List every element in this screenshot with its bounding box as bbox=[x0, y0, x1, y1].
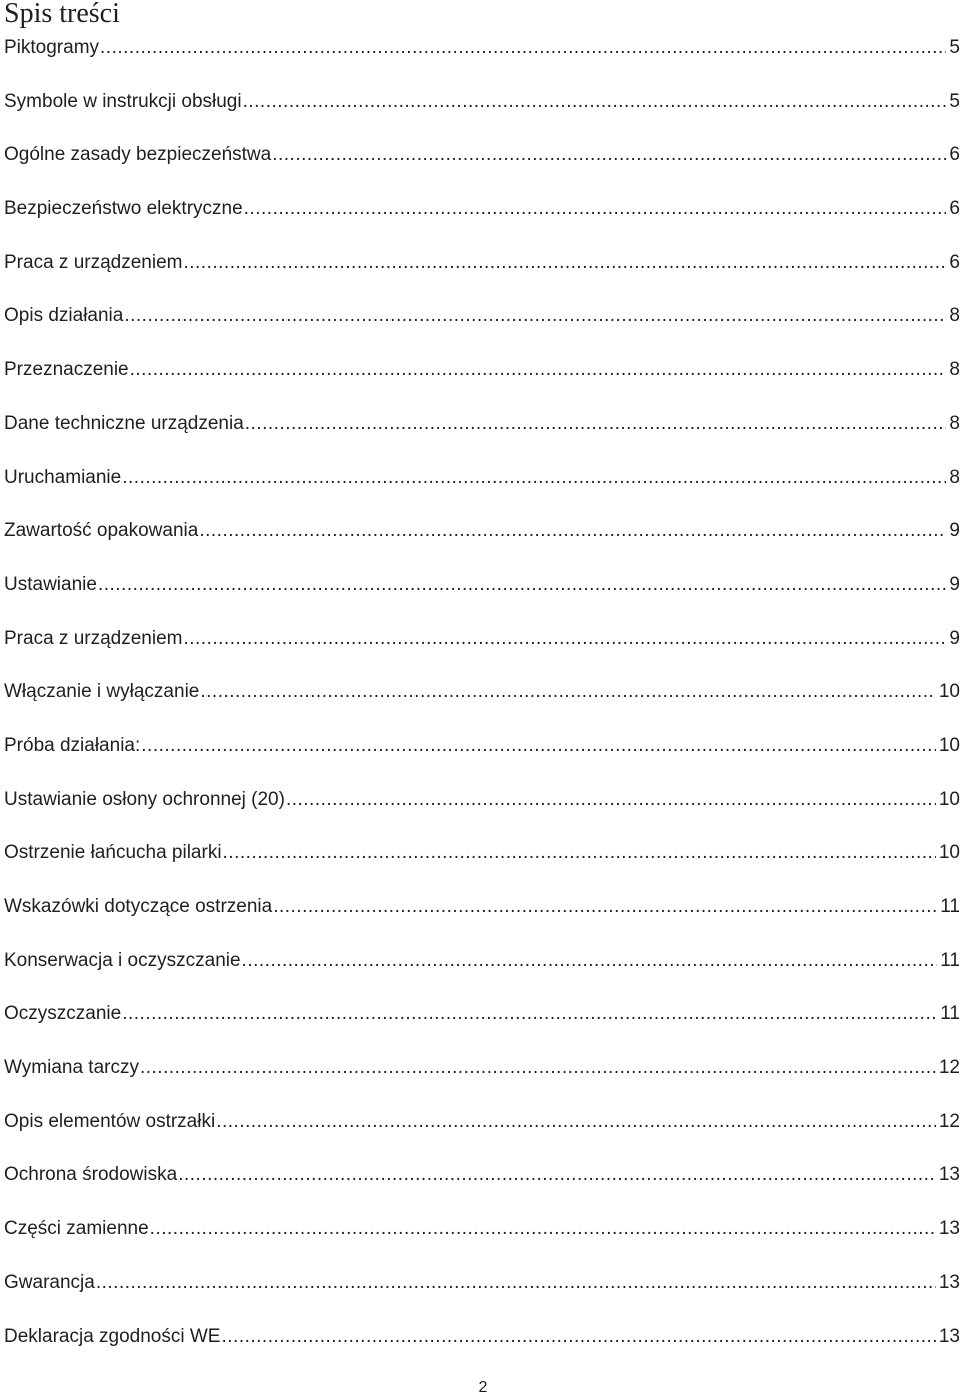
toc-entry-page: 8 bbox=[949, 412, 960, 434]
toc-leader-dots bbox=[242, 948, 938, 974]
toc-entry-label: Piktogramy bbox=[4, 37, 100, 58]
toc-entry-page: 13 bbox=[938, 1218, 960, 1240]
toc-entry-page: 13 bbox=[938, 1325, 960, 1347]
toc-entry-page: 5 bbox=[949, 37, 960, 58]
toc-entry-page: 11 bbox=[940, 1003, 960, 1025]
toc-entry-page: 6 bbox=[949, 198, 960, 220]
toc-entry[interactable] bbox=[4, 787, 960, 841]
toc-leader-dots bbox=[286, 787, 936, 813]
toc-entry-page: 10 bbox=[938, 681, 960, 703]
toc-entry-page: 5 bbox=[949, 90, 960, 112]
toc-entry-label: Praca z urządzeniem bbox=[4, 251, 183, 273]
toc-entry[interactable] bbox=[4, 196, 960, 250]
toc-leader-dots bbox=[216, 1109, 936, 1135]
toc-entry-label: Przeznaczenie bbox=[4, 359, 129, 381]
toc-entry-page: 8 bbox=[949, 359, 960, 381]
toc-entry-page: 11 bbox=[940, 949, 960, 971]
toc-entry-label: Próba działania: bbox=[4, 734, 141, 756]
toc-entry-page: 10 bbox=[938, 788, 960, 810]
toc-entry[interactable] bbox=[4, 465, 960, 519]
toc-leader-dots bbox=[199, 518, 946, 544]
page-number: 2 bbox=[478, 1379, 488, 1396]
toc-leader-dots bbox=[140, 1055, 936, 1081]
toc-entry-page: 9 bbox=[949, 520, 960, 542]
toc-entry[interactable] bbox=[4, 35, 960, 89]
toc-entry-label: Dane techniczne urządzenia bbox=[4, 412, 244, 434]
toc-entry[interactable] bbox=[4, 1162, 960, 1216]
toc-entry[interactable] bbox=[4, 1324, 960, 1378]
toc-entry-label: Zawartość opakowania bbox=[4, 520, 199, 542]
toc-leader-dots bbox=[122, 1001, 937, 1027]
toc-entry[interactable] bbox=[4, 411, 960, 465]
toc-entry-label: Deklaracja zgodności WE bbox=[4, 1325, 221, 1347]
toc-entry[interactable] bbox=[4, 733, 960, 787]
toc-leader-dots bbox=[130, 357, 947, 383]
toc-leader-dots bbox=[178, 1162, 936, 1188]
toc-entry-label: Konserwacja i oczyszczanie bbox=[4, 949, 241, 971]
toc-entry[interactable] bbox=[4, 840, 960, 894]
toc-leader-dots bbox=[100, 35, 946, 61]
toc-leader-dots bbox=[183, 250, 946, 276]
toc-entry[interactable] bbox=[4, 626, 960, 680]
toc-leader-dots bbox=[244, 196, 947, 222]
toc-entry-label: Opis elementów ostrzałki bbox=[4, 1110, 216, 1132]
toc-entry-label: Ostrzenie łańcucha pilarki bbox=[4, 842, 222, 864]
toc-entry[interactable] bbox=[4, 303, 960, 357]
toc-entry-label: Bezpieczeństwo elektryczne bbox=[4, 198, 243, 220]
toc-entry-page: 11 bbox=[940, 896, 960, 917]
toc-list bbox=[4, 35, 960, 1377]
toc-entry-label: Ochrona środowiska bbox=[4, 1164, 178, 1186]
toc-entry-page: 6 bbox=[949, 144, 960, 166]
toc-entry-label: Części zamienne bbox=[4, 1218, 149, 1240]
toc-entry[interactable] bbox=[4, 250, 960, 304]
toc-entry[interactable] bbox=[4, 142, 960, 196]
toc-entry[interactable] bbox=[4, 572, 960, 626]
toc-entry-label: Ogólne zasady bezpieczeństwa bbox=[4, 144, 272, 166]
toc-entry-label: Wskazówki dotyczące ostrzenia bbox=[4, 896, 273, 917]
toc-leader-dots bbox=[245, 411, 947, 437]
toc-entry[interactable] bbox=[4, 1055, 960, 1109]
toc-leader-dots bbox=[150, 1216, 936, 1242]
toc-leader-dots bbox=[124, 303, 946, 329]
toc-leader-dots bbox=[96, 1270, 936, 1296]
toc-leader-dots bbox=[243, 89, 947, 115]
toc-leader-dots bbox=[98, 572, 946, 598]
toc-entry[interactable] bbox=[4, 1270, 960, 1324]
toc-leader-dots bbox=[183, 626, 946, 652]
toc-leader-dots bbox=[221, 1324, 935, 1350]
toc-entry[interactable] bbox=[4, 679, 960, 733]
toc-entry-label: Włączanie i wyłączanie bbox=[4, 681, 200, 703]
toc-entry-page: 9 bbox=[949, 573, 960, 595]
toc-leader-dots bbox=[200, 679, 936, 705]
toc-entry-page: 12 bbox=[938, 1110, 960, 1132]
toc-entry-page: 8 bbox=[949, 305, 960, 327]
toc-entry-page: 13 bbox=[938, 1164, 960, 1186]
toc-leader-dots bbox=[272, 142, 946, 168]
toc-entry[interactable] bbox=[4, 357, 960, 411]
toc-entry-label: Oczyszczanie bbox=[4, 1003, 122, 1025]
toc-entry[interactable] bbox=[4, 948, 960, 1002]
toc-entry-label: Wymiana tarczy bbox=[4, 1057, 139, 1079]
toc-entry[interactable] bbox=[4, 1001, 960, 1055]
toc-entry-label: Ustawianie bbox=[4, 573, 97, 595]
toc-entry-page: 12 bbox=[938, 1057, 960, 1079]
toc-entry-label: Praca z urządzeniem bbox=[4, 627, 183, 649]
toc-title: Spis treści bbox=[4, 0, 120, 29]
toc-leader-dots bbox=[141, 733, 936, 759]
toc-entry-page: 8 bbox=[949, 466, 960, 488]
toc-leader-dots bbox=[122, 465, 946, 491]
toc-entry[interactable] bbox=[4, 518, 960, 572]
toc-entry-page: 10 bbox=[938, 842, 960, 864]
toc-leader-dots bbox=[273, 894, 937, 920]
toc-entry-label: Gwarancja bbox=[4, 1271, 95, 1293]
toc-entry-label: Symbole w instrukcji obsługi bbox=[4, 90, 242, 112]
toc-entry-label: Uruchamianie bbox=[4, 466, 122, 488]
toc-entry-page: 10 bbox=[938, 734, 960, 756]
toc-leader-dots bbox=[223, 840, 936, 866]
toc-entry-page: 6 bbox=[949, 251, 960, 273]
toc-entry[interactable] bbox=[4, 89, 960, 143]
toc-entry-page: 13 bbox=[938, 1271, 960, 1293]
toc-entry-label: Ustawianie osłony ochronnej (20) bbox=[4, 788, 285, 810]
toc-entry-label: Opis działania bbox=[4, 305, 124, 327]
toc-entry[interactable] bbox=[4, 894, 960, 948]
toc-entry[interactable] bbox=[4, 1216, 960, 1270]
toc-entry[interactable] bbox=[4, 1109, 960, 1163]
toc-entry-page: 9 bbox=[949, 627, 960, 649]
